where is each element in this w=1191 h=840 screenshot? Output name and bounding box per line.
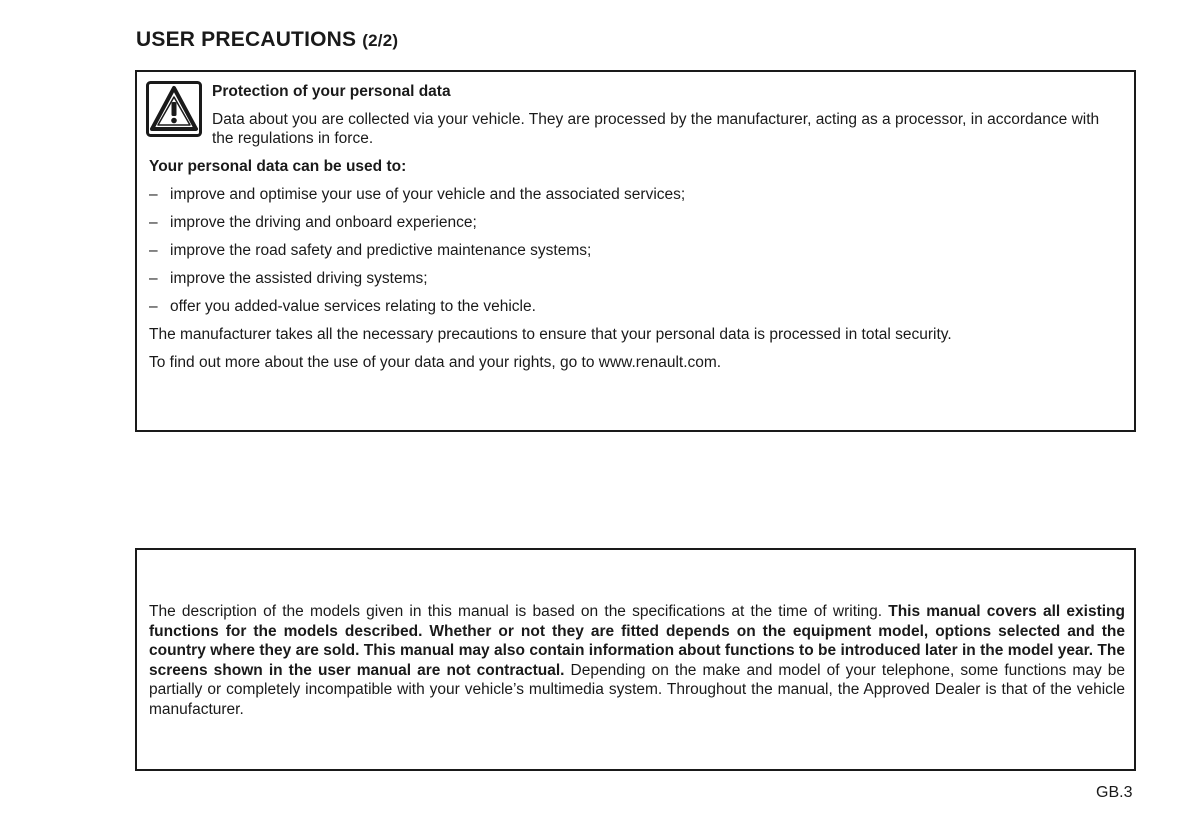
dash-bullet: – [149, 186, 158, 203]
disclaimer-text-bold: This manual covers all existing functions for the models described. Whether or not they are fitted depends on the equipment model, options selected and the country where they are sold. This manual may also contain information about functions to be introduced later in the model year. The screens shown in the user manual are not contractual. [149, 603, 1125, 679]
page-title-text: USER PRECAUTIONS [136, 28, 357, 51]
list-item [149, 241, 685, 269]
dash-bullet: – [149, 214, 158, 231]
list-item-text: improve the driving and onboard experience; [170, 214, 477, 231]
section-heading: Protection of your personal data [212, 83, 451, 100]
list-item [149, 297, 685, 325]
more-info-paragraph: To find out more about the use of your data and your rights, go to www.renault.com. [149, 354, 722, 371]
disclaimer-box [135, 548, 1136, 771]
list-item-text: improve the assisted driving systems; [170, 270, 428, 287]
list-item-text: improve and optimise your use of your vehicle and the associated services; [170, 186, 686, 203]
personal-data-box [135, 70, 1136, 432]
disclaimer-text-part1: The description of the models given in this manual is based on the specifications at the time of writing. [149, 603, 889, 620]
page-title [136, 28, 398, 52]
list-item [149, 185, 685, 213]
disclaimer-paragraph [149, 602, 1125, 719]
dash-bullet: – [149, 298, 158, 315]
dash-bullet: – [149, 242, 158, 259]
list-item-text: improve the road safety and predictive maintenance systems; [170, 242, 592, 259]
intro-paragraph: Data about you are collected via your vehicle. They are processed by the manufacturer, acting as a processor, in accordance with the regulations in force. [212, 111, 1100, 147]
list-item-text: offer you added-value services relating to the vehicle. [170, 298, 536, 315]
list-item [149, 213, 685, 241]
security-paragraph: The manufacturer takes all the necessary precautions to ensure that your personal data is processed in total security. [149, 326, 952, 343]
list-item [149, 269, 685, 297]
dash-bullet: – [149, 270, 158, 287]
uses-list [149, 185, 685, 325]
page-number: GB.3 [1096, 784, 1133, 801]
disclaimer-text-part3: Depending on the make and model of your telephone, some functions may be partially or completely incompatible with your vehicle’s multimedia system. Throughout the manual, the Approved Dealer is that of the vehicle manufacturer. [149, 661, 1126, 718]
warning-triangle-icon [146, 81, 202, 137]
page-title-part: (2/2) [362, 31, 399, 50]
uses-heading: Your personal data can be used to: [149, 158, 407, 175]
